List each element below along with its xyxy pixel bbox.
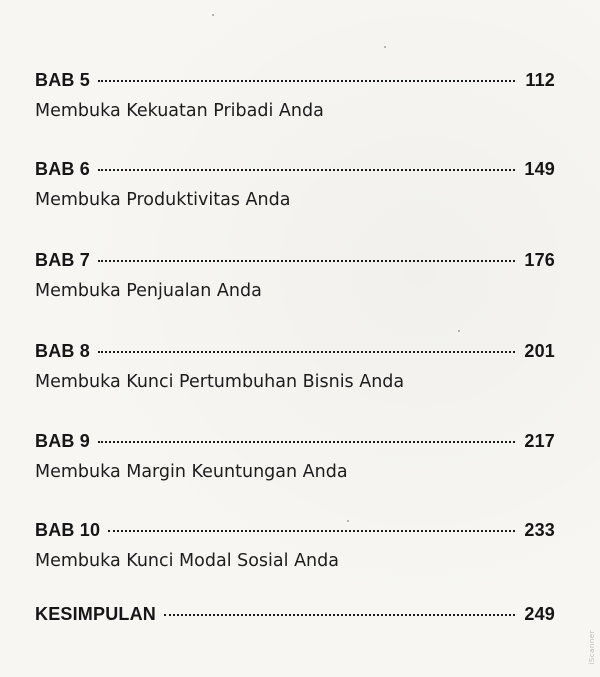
conclusion-label: KESIMPULAN xyxy=(35,604,157,624)
chapter-label: BAB 7 xyxy=(35,250,91,270)
page-number: 112 xyxy=(525,70,555,90)
chapter-heading xyxy=(35,70,555,96)
dot-leader xyxy=(108,530,515,532)
chapter-label: BAB 8 xyxy=(35,341,91,361)
page-number: 149 xyxy=(524,159,555,179)
dot-leader xyxy=(98,80,515,82)
dot-leader xyxy=(98,169,515,171)
page-number: 217 xyxy=(524,431,555,451)
chapter-title: Membuka Kekuatan Pribadi Anda xyxy=(35,101,324,121)
toc-entry-bab-8[interactable] xyxy=(35,341,555,394)
dot-leader xyxy=(98,351,515,353)
chapter-heading xyxy=(35,520,555,546)
toc-entry-bab-6[interactable] xyxy=(35,159,555,212)
toc-entry-bab-9[interactable] xyxy=(35,431,555,484)
chapter-heading xyxy=(35,250,555,276)
chapter-heading xyxy=(35,431,555,457)
chapter-label: BAB 10 xyxy=(35,520,101,540)
scan-speck xyxy=(347,520,349,522)
scan-speck xyxy=(384,46,386,48)
toc-entry-kesimpulan[interactable] xyxy=(35,604,555,630)
chapter-title: Membuka Kunci Modal Sosial Anda xyxy=(35,551,339,571)
dot-leader xyxy=(98,441,515,443)
chapter-title: Membuka Penjualan Anda xyxy=(35,281,262,301)
toc-entry-bab-10[interactable] xyxy=(35,520,555,573)
chapter-title: Membuka Margin Keuntungan Anda xyxy=(35,462,348,482)
chapter-title: Membuka Produktivitas Anda xyxy=(35,190,291,210)
conclusion-heading xyxy=(35,604,555,630)
chapter-heading xyxy=(35,341,555,367)
chapter-heading xyxy=(35,159,555,185)
scanner-watermark: iScanner xyxy=(588,630,596,665)
page-number: 176 xyxy=(524,250,555,270)
page-number: 201 xyxy=(524,341,555,361)
chapter-label: BAB 9 xyxy=(35,431,91,451)
dot-leader xyxy=(164,614,515,616)
page-number: 249 xyxy=(524,604,555,624)
chapter-title: Membuka Kunci Pertumbuhan Bisnis Anda xyxy=(35,372,405,392)
page-number: 233 xyxy=(524,520,555,540)
chapter-label: BAB 6 xyxy=(35,159,91,179)
dot-leader xyxy=(98,260,515,262)
toc-entry-bab-5[interactable] xyxy=(35,70,555,123)
scan-speck xyxy=(458,330,460,332)
toc-entry-bab-7[interactable] xyxy=(35,250,555,303)
scan-speck xyxy=(212,14,214,16)
chapter-label: BAB 5 xyxy=(35,70,91,90)
